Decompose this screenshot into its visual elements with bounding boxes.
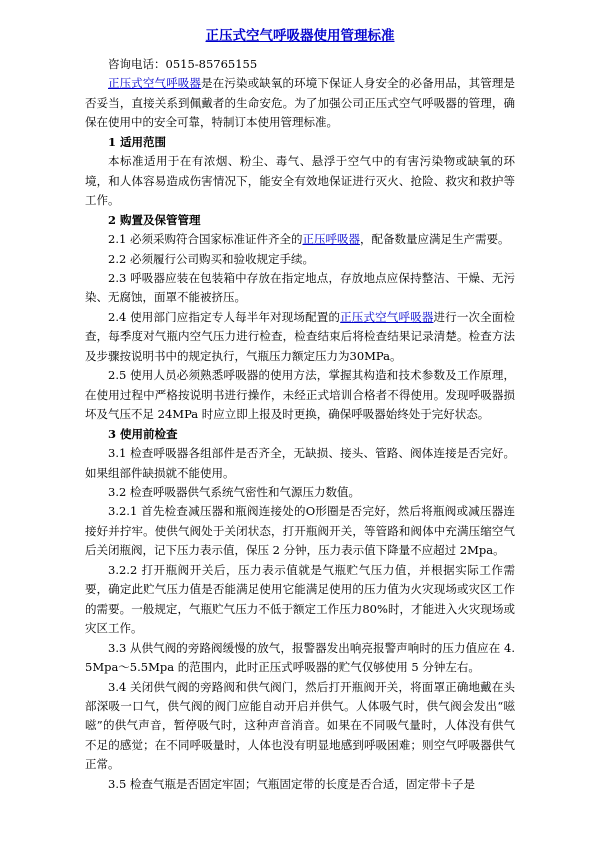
- section-heading: [85, 211, 515, 230]
- paragraph: [85, 483, 515, 502]
- paragraph: [85, 55, 515, 74]
- text-run: 3.2.2 打开瓶阀开关后，压力表示值就是气瓶贮气压力值，并根据实际工作需要，确定此贮气压力值是否能满足使用它能满足使用的压力值为火灾现场或灾区工作的需要。一般规定，气瓶贮气压力不低于额定工作压力80%时，才能进入火灾现场或灾区工作。: [85, 562, 515, 636]
- text-run: 3.1 检查呼吸器各组部件是否齐全，无缺损、接头、管路、阀体连接是否完好。如果组部件缺损就不能使用。: [85, 446, 515, 480]
- paragraph: [85, 250, 515, 269]
- section-heading: [85, 133, 515, 152]
- text-run: 2.2 必须履行公司购买和验收规定手续。: [108, 251, 314, 266]
- text-run: 3.3 从供气阀的旁路阀缓慢的放气，报警器发出响亮报警声响时的压力值应在 4.5Mpa～5.5Mpa 的范围内，此时正压式呼吸器的贮气仅够使用 5 分钟左右。: [85, 640, 515, 675]
- text-run: ，配备数量应满足生产需要。: [359, 232, 510, 247]
- text-run: 3.5 检查气瓶是否固定牢固；气瓶固定带的长度是否合适，固定带卡子是: [108, 776, 475, 791]
- inline-link[interactable]: 正压式空气呼吸器: [108, 76, 202, 91]
- paragraph: [85, 152, 515, 210]
- paragraph: [85, 561, 515, 639]
- document-title-link[interactable]: 正压式空气呼吸器使用管理标准: [205, 28, 395, 44]
- text-run: 3.2 检查呼吸器供气系统气密性和气源压力数值。: [108, 484, 360, 499]
- paragraph: [85, 269, 515, 308]
- paragraph: [85, 775, 515, 794]
- text-run: 本标准适用于在有浓烟、粉尘、毒气、悬浮于空气中的有害污染物或缺氧的环境，和人体容易造成伤害情况下，能安全有效地保证进行灭火、抢险、救灾和救护等工作。: [85, 154, 515, 208]
- text-run: 是在污染或缺氧的环境下保证人身安全的必备用品，其管理是否妥当，直接关系到佩戴者的生命安危。为了加强公司正压式空气呼吸器的管理，确保在使用中的安全可靠，特制订本使用管理标准。: [85, 76, 516, 130]
- paragraph: [85, 639, 515, 678]
- paragraph: [85, 366, 515, 424]
- text-run: 咨询电话：0515-85765155: [108, 57, 258, 71]
- text-run: 2 购置及保管管理: [108, 212, 201, 227]
- text-run: 进行一次全面检查，每季度对气瓶内空气压力进行检查，检查结束后将检查结果记录清楚。检查方法及步骤按说明书中的规定执行，气瓶压力额定压力为30MPa。: [85, 309, 515, 363]
- paragraph: [85, 230, 515, 249]
- paragraph: [85, 308, 515, 366]
- paragraph: [85, 502, 515, 560]
- section-heading: [85, 425, 515, 444]
- text-run: 2.1 必须采购符合国家标准证件齐全的: [108, 232, 303, 247]
- paragraph: [85, 74, 515, 132]
- paragraph: [85, 678, 515, 775]
- paragraph: [85, 444, 515, 483]
- text-run: 3 使用前检查: [108, 426, 178, 441]
- text-run: 3.4 关闭供气阀的旁路阀和供气阀门，然后打开瓶阀开关，将面罩正确地戴在头部深吸一口气，供气阀的阀门应能自动开启并供气。人体吸气时，供气阀会发出“嗞嗞”的供气声音，暂停吸气时，这种声音消音。如果在不同吸气量时，人体没有供气不足的感觉；在不同呼吸量时，人体也没有明显地感到呼吸困难；则空气呼吸器供气正常。: [85, 679, 515, 772]
- text-run: 3.2.1 首先检查减压器和瓶阀连接处的O形圈是否完好，然后将瓶阀或减压器连接好并拧牢。使供气阀处于关闭状态，打开瓶阀开关，等管路和阀体中充满压缩空气后关闭瓶阀，记下压力表示值，保压 2 分钟，压力表示值下降量不应超过 2Mpa。: [85, 504, 515, 558]
- inline-link[interactable]: 正压式空气呼吸器: [340, 309, 434, 324]
- text-run: 2.4 使用部门应指定专人每半年对现场配置的: [108, 309, 341, 324]
- inline-link[interactable]: 正压呼吸器: [302, 232, 360, 247]
- document-body: [85, 55, 515, 794]
- text-run: 2.5 使用人员必须熟悉呼吸器的使用方法，掌握其构造和技术参数及工作原理，在使用过程中严格按说明书进行操作，未经正式培训合格者不得使用。发现呼吸器损坏及气压不足 24MPa 时应立即上报及时更换，确保呼吸器始终处于完好状态。: [85, 368, 515, 422]
- text-run: 1 适用范围: [108, 134, 167, 149]
- text-run: 2.3 呼吸器应装在包装箱中存放在指定地点，存放地点应保持整洁、干燥、无污染、无腐蚀，面罩不能被挤压。: [85, 270, 515, 305]
